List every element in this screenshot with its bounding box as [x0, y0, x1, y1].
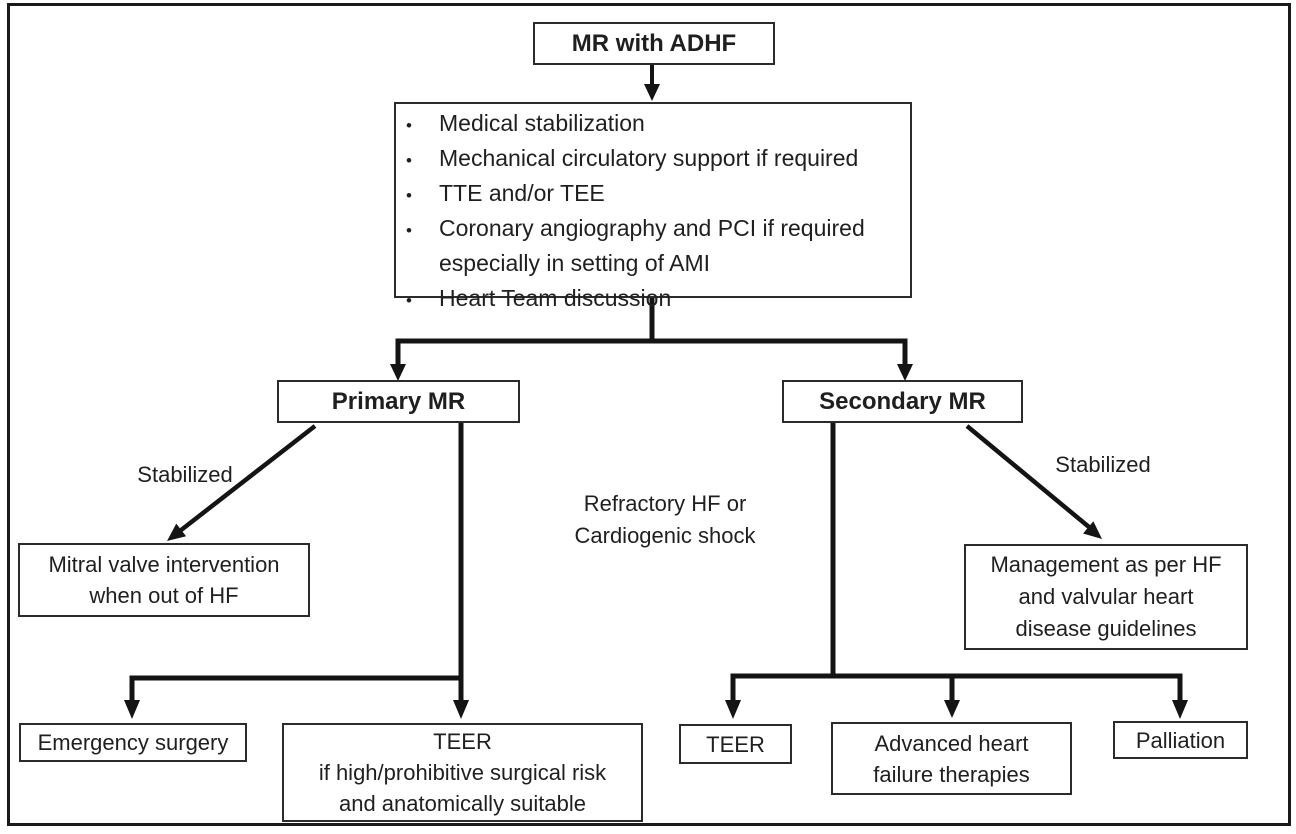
node-teer-primary	[282, 723, 643, 822]
node-label: TEER	[706, 731, 765, 757]
node-mitral-valve-intervention	[18, 543, 310, 617]
node-primary-mr	[277, 380, 520, 423]
edge-label-stabilized-left: Stabilized	[137, 462, 233, 487]
list-item-text: especially in setting of AMI	[439, 250, 711, 276]
arrowhead-primary	[390, 364, 406, 381]
node-workup-steps	[394, 102, 912, 311]
node-label-line: and anatomically suitable	[338, 791, 587, 816]
node-label-line: disease guidelines	[1015, 616, 1197, 641]
bullet-icon: •	[406, 151, 412, 170]
edge-split-bar	[398, 341, 905, 366]
bullet-icon: •	[406, 116, 412, 135]
node-label-line: TEER	[433, 729, 492, 754]
node-teer-secondary	[679, 724, 792, 764]
list-item-text: TTE and/or TEE	[439, 180, 605, 206]
bullet-icon: •	[406, 186, 412, 205]
node-label-line: when out of HF	[89, 583, 239, 608]
node-label: MR with ADHF	[571, 30, 737, 57]
node-secondary-mr	[782, 380, 1023, 423]
node-label-line: if high/prohibitive surgical risk	[318, 760, 607, 785]
arrowhead-palliation	[1172, 700, 1188, 719]
arrowhead-teer-secondary	[725, 700, 741, 719]
arrowhead-advanced	[944, 700, 960, 718]
node-label-line: and valvular heart	[1018, 584, 1194, 609]
list-item-text: Mechanical circulatory support if required	[439, 145, 859, 171]
arrowhead-teer-primary	[453, 700, 469, 719]
bullet-icon: •	[406, 221, 412, 240]
node-label: Secondary MR	[819, 388, 986, 415]
list-item-text: Medical stabilization	[439, 110, 645, 136]
arrowhead-emergency	[124, 700, 140, 719]
edge-label-line: Refractory HF or	[583, 491, 747, 516]
edge-label-refractory	[535, 488, 795, 552]
arrowhead-workup	[644, 84, 660, 101]
list-item	[396, 282, 910, 317]
node-label: Emergency surgery	[37, 730, 229, 755]
node-advanced-hf-therapies	[831, 722, 1072, 795]
edge-label-line: Cardiogenic shock	[574, 523, 756, 548]
node-label-line: Mitral valve intervention	[48, 552, 280, 577]
list-item-text: Heart Team discussion	[439, 285, 672, 311]
list-item-text: Coronary angiography and PCI if required	[439, 215, 865, 241]
arrowhead-secondary	[897, 364, 913, 381]
edge-primary-bottom-bar	[132, 678, 461, 702]
node-palliation	[1113, 721, 1248, 759]
list-item	[396, 107, 910, 142]
edge-label-stabilized-right: Stabilized	[1055, 452, 1151, 477]
node-label-line: Advanced heart	[874, 730, 1029, 756]
node-emergency-surgery	[19, 723, 247, 762]
node-label: Palliation	[1135, 727, 1226, 753]
node-mr-with-adhf	[533, 22, 775, 65]
node-label-line: Management as per HF	[990, 552, 1222, 577]
bullet-icon: •	[406, 291, 412, 310]
list-item	[396, 177, 910, 212]
node-management-guidelines	[964, 544, 1248, 650]
list-item	[396, 142, 910, 177]
node-label-line: failure therapies	[873, 761, 1030, 787]
list-item-continuation	[396, 247, 910, 282]
node-label: Primary MR	[331, 388, 466, 415]
list-item	[396, 212, 910, 247]
edge-secondary-bottom-bar	[733, 676, 1180, 702]
